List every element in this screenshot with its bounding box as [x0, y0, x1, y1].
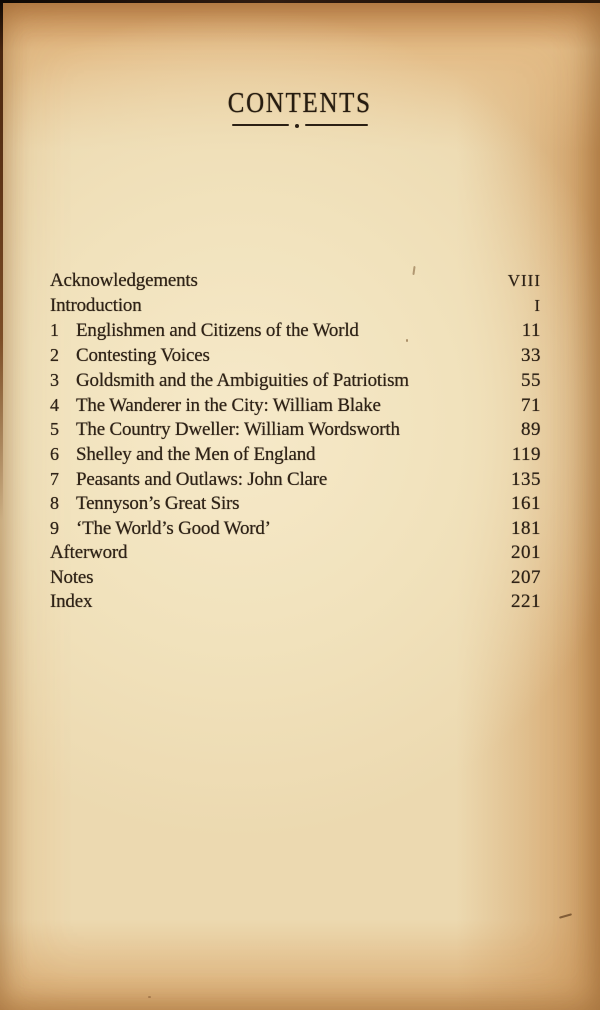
chapter-number: 2: [50, 345, 59, 366]
entry-title: Peasants and Outlaws: John Clare: [76, 468, 328, 490]
toc-row-chapter-2: [50, 343, 541, 368]
toc-row-chapter-9: [50, 516, 541, 541]
entry-title: The Wanderer in the City: William Blake: [76, 394, 381, 416]
entry-page-number: 207: [511, 566, 541, 588]
toc-row-chapter-4: [50, 393, 541, 418]
page-left-edge: [0, 0, 3, 520]
entry-page-number: VIII: [507, 271, 541, 290]
divider-line-left: [232, 124, 289, 126]
toc-row-chapter-1: [50, 318, 541, 343]
toc-row-chapter-7: [50, 467, 541, 492]
toc-row-index: [50, 590, 541, 615]
paper-speck: [148, 996, 151, 998]
entry-page-number: 201: [511, 541, 541, 563]
chapter-number: 8: [50, 493, 59, 514]
divider-line-right: [305, 124, 368, 126]
entry-title: Englishmen and Citizens of the World: [76, 320, 359, 342]
toc-row-introduction: [50, 294, 541, 319]
chapter-number: 1: [50, 320, 59, 341]
toc-row-afterword: [50, 541, 541, 566]
paper-speck: [559, 913, 572, 919]
toc-row-chapter-5: [50, 417, 541, 442]
entry-page-number: 71: [521, 394, 541, 416]
page-top-edge: [0, 0, 600, 3]
entry-page-number: I: [534, 295, 541, 315]
entry-page-number: 181: [511, 518, 541, 540]
page-title: CONTENTS: [227, 87, 372, 119]
entry-title: The Country Dweller: William Wordsworth: [76, 419, 400, 441]
entry-title: Goldsmith and the Ambiguities of Patriotism: [76, 369, 409, 391]
entry-title: Acknowledgements: [50, 270, 198, 291]
entry-page-number: 33: [521, 345, 541, 367]
entry-title: Contesting Voices: [76, 345, 210, 367]
entry-title: ‘The World’s Good Word’: [76, 518, 271, 540]
entry-title: Shelley and the Men of England: [76, 444, 316, 466]
entry-page-number: 119: [511, 444, 541, 466]
entry-title: Notes: [50, 566, 94, 588]
toc-row-acknowledgements: [50, 269, 541, 294]
chapter-number: 5: [50, 419, 59, 440]
toc-row-chapter-8: [50, 491, 541, 516]
toc-row-chapter-6: [50, 442, 541, 467]
entry-page-number: 55: [521, 369, 541, 391]
entry-page-number: 11: [521, 320, 541, 342]
chapter-number: 4: [50, 394, 59, 415]
masthead: [0, 88, 600, 128]
table-of-contents: [50, 269, 541, 615]
divider-dot: [295, 124, 299, 128]
entry-page-number: 161: [511, 493, 541, 515]
title-divider: [0, 123, 600, 128]
toc-row-notes: [50, 566, 541, 591]
chapter-number: 9: [50, 518, 59, 539]
chapter-number: 3: [50, 369, 59, 390]
entry-page-number: 221: [511, 591, 541, 613]
toc-row-chapter-3: [50, 368, 541, 393]
entry-title: Index: [50, 591, 93, 613]
entry-page-number: 89: [521, 419, 541, 441]
entry-title: Tennyson’s Great Sirs: [76, 493, 240, 515]
chapter-number: 7: [50, 468, 59, 489]
entry-page-number: 135: [511, 468, 541, 490]
chapter-number: 6: [50, 444, 59, 465]
entry-title: Afterword: [50, 541, 128, 563]
entry-title: Introduction: [50, 294, 142, 316]
